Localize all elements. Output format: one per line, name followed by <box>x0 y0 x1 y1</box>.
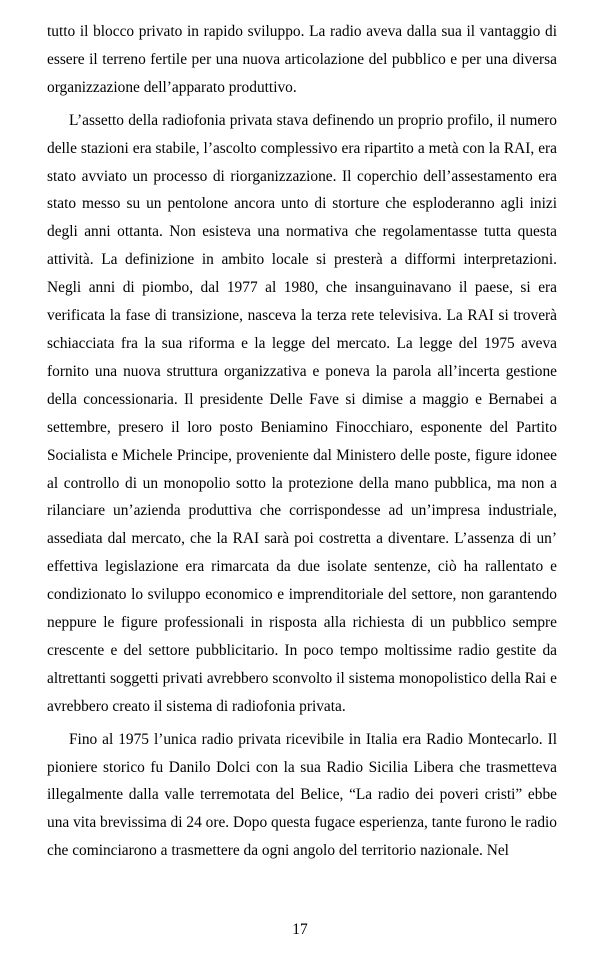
paragraph-radiofonia-privata: L’assetto della radiofonia privata stava definendo un proprio profilo, il numero delle stazioni era stabile, l’ascolto complessivo era ripartito a metà con la RAI, era stato avviato un processo di riorganizzazione. Il coperchio dell’assestamento era stato messo su un pentolone ancora unto di storture che esploderanno agli inizi degli anni ottanta. Non esisteva una normativa che regolamentasse tutta questa attività. La definizione in ambito locale si presterà a difformi interpretazioni. Negli anni di piombo, dal 1977 al 1980, che insanguinavano il paese, si era verificata la fase di transizione, nasceva la terza rete televisiva. La RAI si troverà schiacciata fra la sua riforma e la legge del mercato. La legge del 1975 aveva fornito una nuova struttura organizzativa e poneva la parola all’incerta gestione della concessionaria. Il presidente Delle Fave si dimise a maggio e Bernabei a settembre, presero il loro posto Beniamino Finocchiaro, esponente del Partito Socialista e Michele Principe, proveniente dal Ministero delle poste, figure idonee al controllo di un monopolio sotto la protezione della mano pubblica, ma non a rilanciare un’azienda produttiva che corrispondesse ad un’impresa industriale, assediata dal mercato, che la RAI sarà poi costretta a diventare. L’assenza di un’ effettiva legislazione era rimarcata da due isolate sentenze, ciò ha rallentato e condizionato lo sviluppo economico e imprenditoriale del settore, non garantendo neppure le figure professionali in risposta alla richiesta di un pubblico sempre crescente e del settore pubblicitario. In poco tempo moltissime radio gestite da altrettanti soggetti privati avrebbero sconvolto il sistema monopolistico della Rai e avrebbero creato il sistema di radiofonia privata. <box>47 111 557 715</box>
paragraph-radio-montecarlo: Fino al 1975 l’unica radio privata ricevibile in Italia era Radio Montecarlo. Il pioniere storico fu Danilo Dolci con la sua Radio Sicilia Libera che trasmetteva illegalmente dalla valle terremotata del Belice, “La radio dei poveri cristi” ebbe una vita brevissima di 24 ore. Dopo questa fugace esperienza, tante furono le radio che cominciarono a trasmettere da ogni angolo del territorio nazionale. Nel <box>47 730 557 860</box>
paragraph-continuation: tutto il blocco privato in rapido sviluppo. La radio aveva dalla sua il vantaggio di essere il terreno fertile per una nuova articolazione del pubblico e per una diversa organizzazione dell’apparato produttivo. <box>47 23 557 96</box>
body-text <box>47 18 557 870</box>
page-number: 17 <box>292 921 308 938</box>
